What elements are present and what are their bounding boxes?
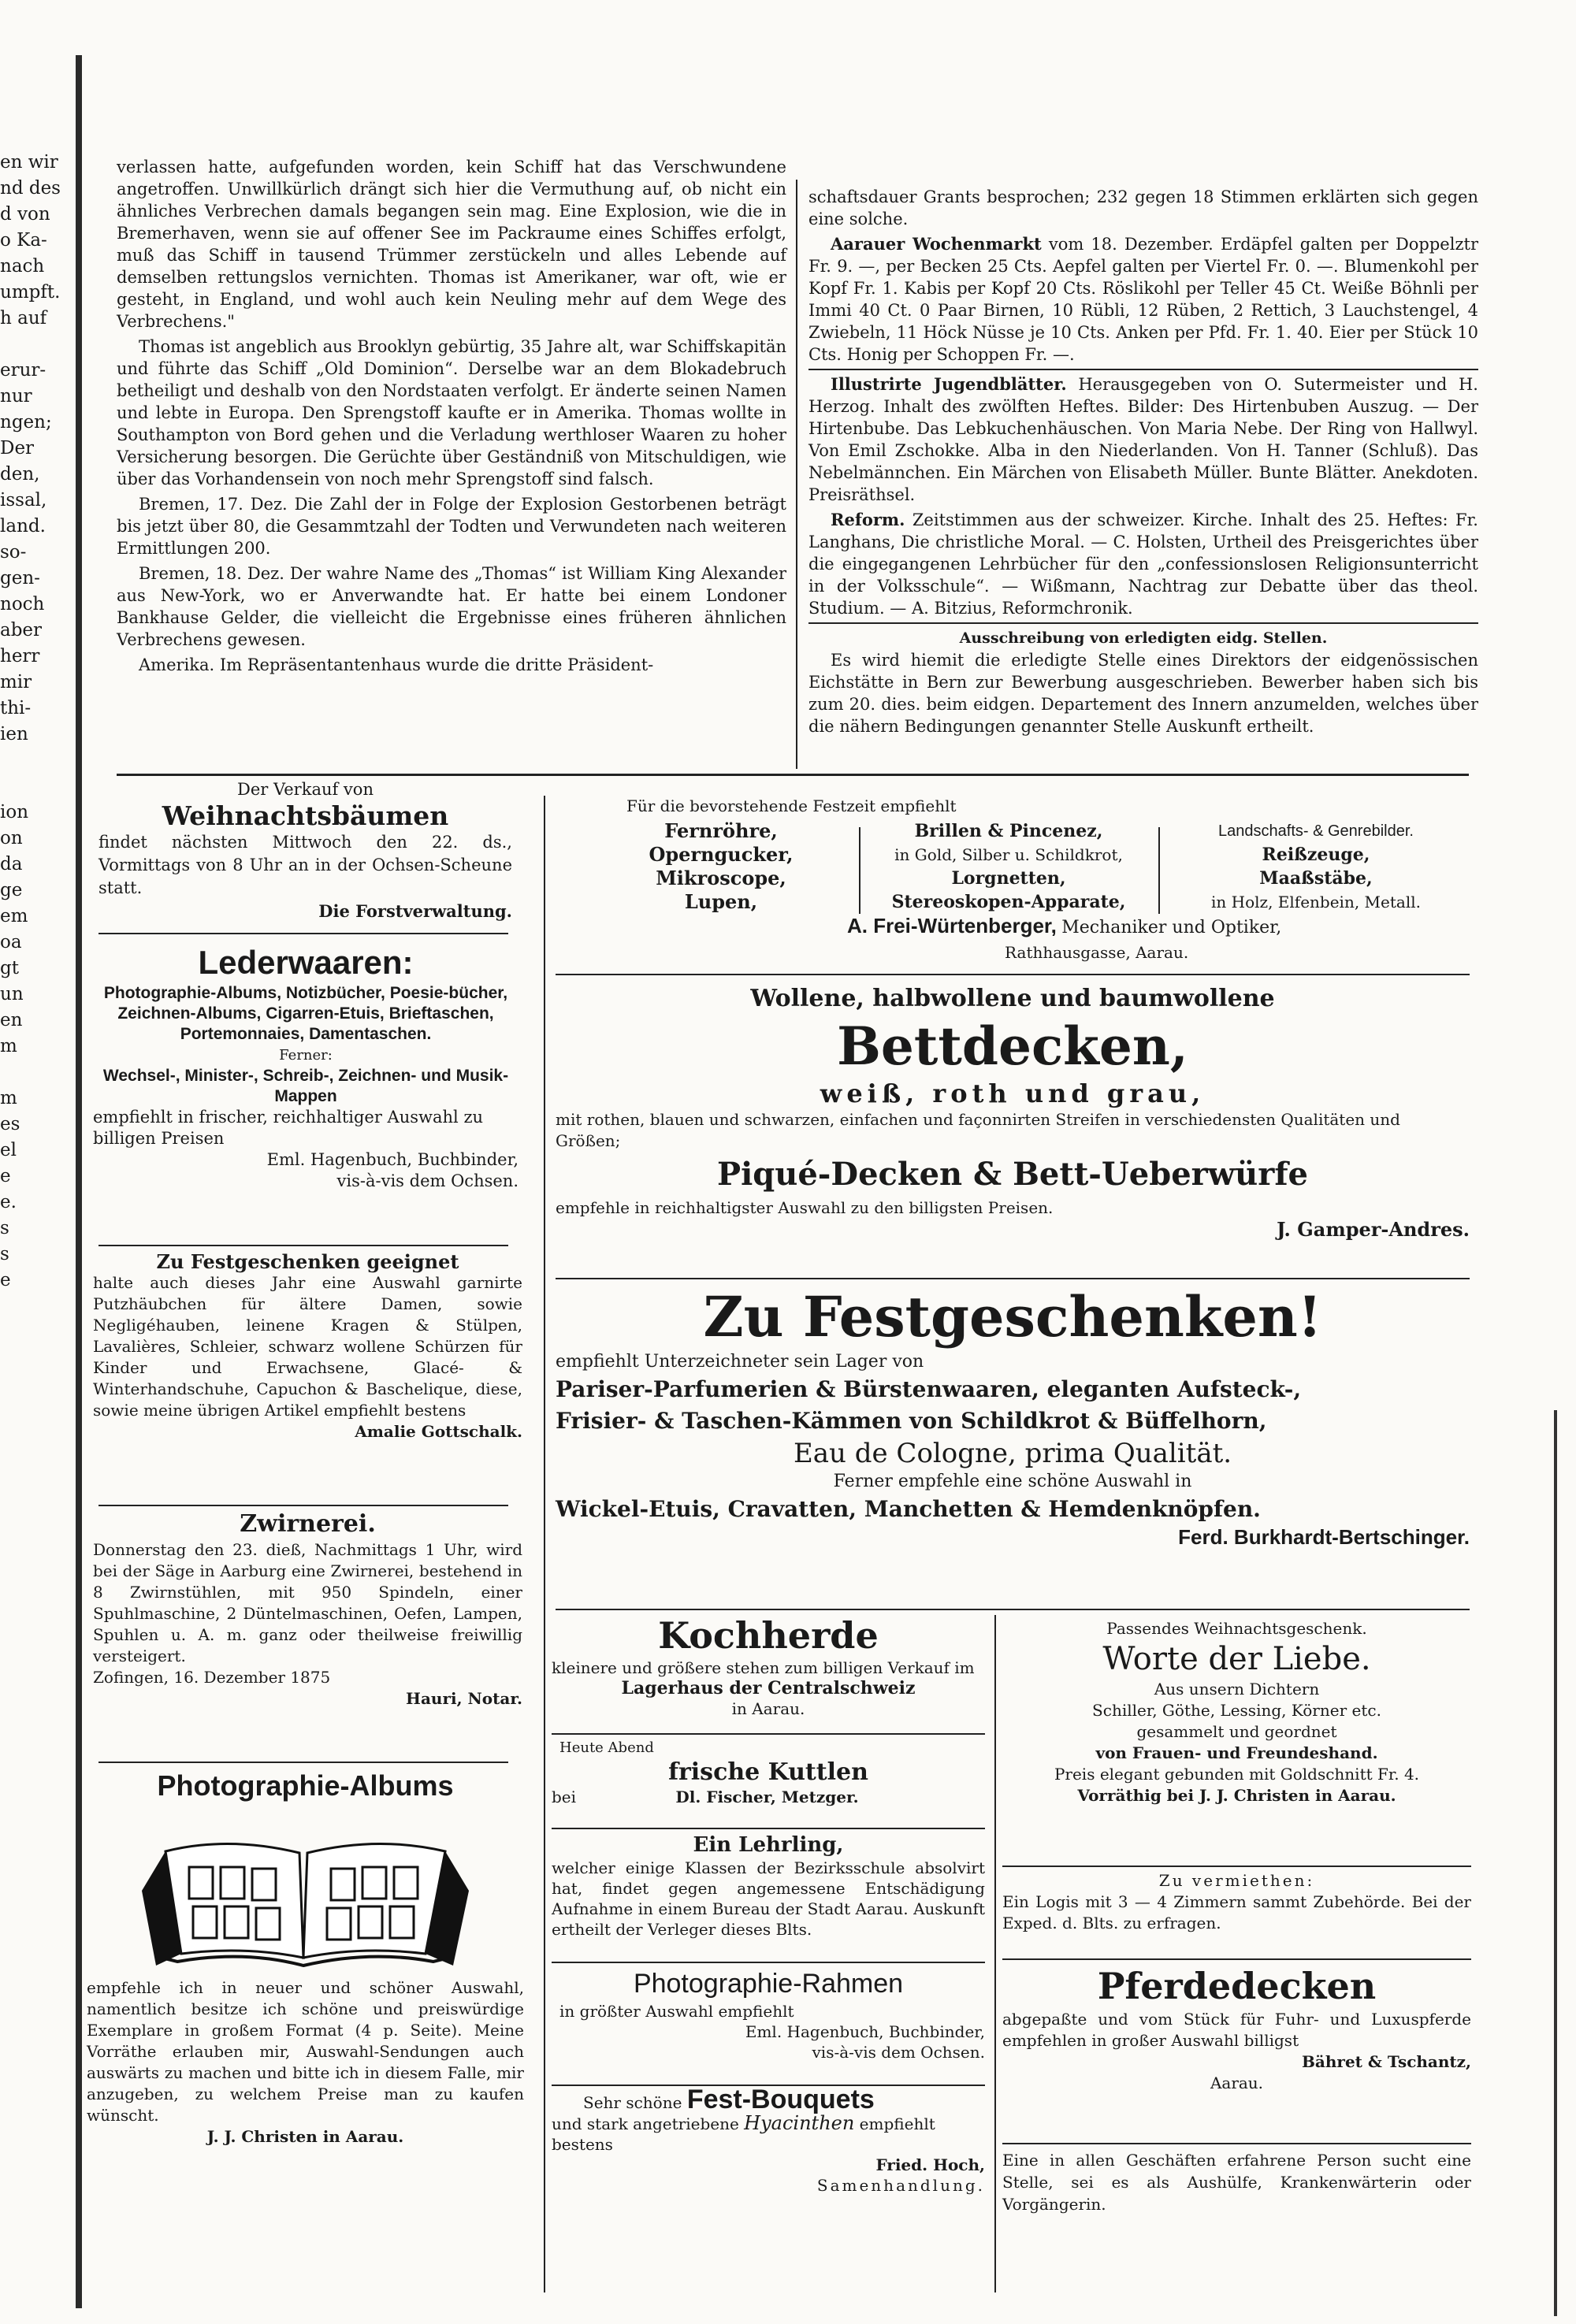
ad-text: Wechsel-, Minister-, Schreib-, Zeichnen- und Musik-Mappen xyxy=(102,1067,509,1105)
ad-signature: Mechaniker und Optiker, xyxy=(1061,918,1282,937)
ad-text: in größter Auswahl empfiehlt xyxy=(559,2002,794,2021)
optik-item: Maaßstäbe, xyxy=(1259,868,1373,889)
ad-divider xyxy=(98,1245,508,1246)
ad-text: Eine in allen Geschäften erfahrene Person sucht eine Stelle, sei es als Aushülfe, Krankenwärterin oder Vorgängerin. xyxy=(1002,2151,1471,2214)
edge-fragment: gen- xyxy=(0,568,40,588)
ad-divider xyxy=(1002,1958,1471,1960)
ad-photo-albums xyxy=(87,1768,524,2148)
optik-item: Reißzeuge, xyxy=(1262,845,1370,865)
edge-fragment: s xyxy=(0,1244,9,1264)
ad-divider xyxy=(556,974,1470,975)
ad-text: empfiehlt in frischer, reichhaltiger Auswahl zu billigen Preisen xyxy=(93,1108,484,1148)
edge-fragment: nd des xyxy=(0,178,61,199)
ad-text: kleinere und größere stehen zum billigen Verkauf im xyxy=(552,1658,975,1677)
edge-fragment: den, xyxy=(0,464,40,484)
ad-text: Ferner empfehle eine schöne Auswahl in xyxy=(833,1472,1192,1491)
ad-weihnachtsbaeume xyxy=(98,778,512,923)
ad-signature: Eml. Hagenbuch, Buchbinder, xyxy=(745,2022,985,2041)
edge-fragment: thi- xyxy=(0,698,32,718)
optik-item: Lupen, xyxy=(684,890,758,913)
news-paragraph: verlassen hatte, aufgefunden worden, kein Schiff hat das Verschwundene angetroffen. Unwillkürlich drängt sich hier die Vermuthung auf, ob nicht ein ähnliches Verbrechen damals begangen sein mag. Eine Explosion, wie die in Bremerhaven, wenn sie auf offener See im Packraume eines Schiffes erfolgt, muß das Schiff in tausend Trümmer zerstückeln und alles Lebende auf demselben rettungslos vernichten. Thomas ist Amerikaner, war oft, wie er gesteht, in England, und wohl auch kein Neuling mehr auf dem Wege des Verbrechens." xyxy=(117,158,786,331)
edge-fragment: s xyxy=(0,1218,9,1238)
optik-sig xyxy=(847,915,1478,938)
ad-text: empfehle in reichhaltigster Auswahl zu den billigsten Preisen. xyxy=(556,1198,1054,1217)
ad-title: Kochherde xyxy=(658,1614,879,1657)
ad-text: von Frauen- und Freundeshand. xyxy=(1095,1743,1378,1762)
ad-burkhardt xyxy=(556,1284,1470,1549)
optik-items-2 xyxy=(867,819,1150,914)
ad-text: Lagerhaus der Centralschweiz xyxy=(621,1678,916,1698)
ad-date: Zofingen, 16. Dezember 1875 xyxy=(93,1668,331,1687)
ad-signature: vis-à-vis dem Ochsen. xyxy=(336,1171,519,1190)
ad-address: Rathhausgasse, Aarau. xyxy=(1005,943,1189,962)
ad-text: Der Verkauf von xyxy=(237,780,374,799)
news-paragraph: Thomas ist angeblich aus Brooklyn gebürtig, 35 Jahre alt, war Schiffskapitän und führte das Schiff „Old Dominion“. Derselbe war an dem Blokadebruch betheiligt und deshalb von den Nordstaaten verfolgt. Er änderte seinen Namen und lebte in Europa. Den Sprengstoff kaufte er in Amerika. Thomas wollte in Southampton von Bord gehen und die Verladung werthloser Waaren zu hoher Versicherung besorgen. Die Gerüchte über Geständniß von Mitschuldigen, wie über das Vorhandensein von noch mehr Sprengstoff sind falsch. xyxy=(117,337,786,488)
edge-fragment: da xyxy=(0,854,23,874)
edge-fragment: aber xyxy=(0,620,43,640)
edge-fragment: ngen; xyxy=(0,412,52,433)
optik-divider xyxy=(859,827,860,914)
ad-text: mit rothen, blauen und schwarzen, einfachen und façonnirten Streifen in verschiedensten Qualitäten und Größen; xyxy=(556,1110,1400,1150)
ad-text: empfehle ich in neuer und schöner Auswahl, namentlich besitze ich schöne und preiswürdige Exemplare in großem Format (4 p. Seite). Meine Vorräthe erlauben mir, Auswahl-Sendungen auch auswärts zu machen und bitte ich in diesem Falle, mir anzugeben, zu welchem Preise man zu kaufen wünscht. xyxy=(87,1978,524,2125)
edge-fragment: Der xyxy=(0,438,35,458)
edge-fragment: e xyxy=(0,1166,11,1186)
ad-text: halte auch dieses Jahr eine Auswahl garnirte Putzhäubchen für ältere Damen, sowie Negligéhauben, leinene Kragen & Stülpen, Lavalières, Schleier, schwarz wollene Schürzen für Kinder und Erwachsene, Glacé- & Winterhandschuhe, Capuchon & Baschelique, diese, sowie meine übrigen Artikel empfiehlt bestens xyxy=(93,1273,522,1420)
reform-title: Reform. xyxy=(831,510,905,529)
edge-fragment xyxy=(0,774,61,800)
ad-signature: Ferd. Burkhardt-Bertschinger. xyxy=(1178,1525,1470,1549)
ad-text: abgepaßte und vom Stück für Fuhr- und Luxuspferde empfehlen in großer Auswahl billigst xyxy=(1002,2010,1471,2050)
album-illustration xyxy=(87,1804,524,1977)
ad-text: empfiehlt bestens xyxy=(552,2114,935,2154)
ad-divider xyxy=(552,1733,985,1735)
ad-title: Zu Festgeschenken geeignet xyxy=(156,1250,459,1273)
edge-fragment: umpft. xyxy=(0,282,61,303)
ad-divider xyxy=(98,1762,508,1763)
ad-signature: Hauri, Notar. xyxy=(406,1689,522,1708)
ad-divider xyxy=(556,1609,1470,1610)
ad-title: Pferdedecken xyxy=(1097,1965,1377,2007)
edge-fragment: m xyxy=(0,1088,17,1108)
edge-fragment: gt xyxy=(0,958,19,978)
ad-zwirnerei xyxy=(93,1509,522,1710)
ad-signature: Dl. Fischer, Metzger. xyxy=(675,1788,859,1806)
edge-fragment: nach xyxy=(0,256,45,277)
ad-text: Wollene, halbwollene und baumwollene xyxy=(750,985,1275,1012)
ad-photo-rahmen xyxy=(552,1966,985,2062)
ad-signature: Fried. Hoch, xyxy=(875,2155,985,2174)
photo-album-icon xyxy=(87,1804,524,1977)
optik-item: Operngucker, xyxy=(649,843,794,866)
news-paragraph: Amerika. Im Repräsentantenhaus wurde die dritte Präsident- xyxy=(139,655,654,674)
right-border xyxy=(1554,1410,1557,2316)
ad-title: Weihnachtsbäumen xyxy=(162,800,449,831)
ads-inner-divider xyxy=(994,1615,996,2292)
left-news-column xyxy=(117,156,786,679)
ad-text: Hyacinthen xyxy=(744,2112,855,2134)
section-divider xyxy=(117,774,1469,776)
ad-divider xyxy=(1002,1866,1471,1867)
ad-worte-der-liebe xyxy=(1002,1618,1471,1806)
ad-logis xyxy=(1002,1870,1471,1934)
ad-signature: A. Frei-Würtenberger, xyxy=(847,914,1057,937)
ad-divider xyxy=(552,1828,985,1829)
ad-signature: J. J. Christen in Aarau. xyxy=(206,2127,404,2146)
edge-fragment: un xyxy=(0,984,24,1004)
ad-title: Fest-Bouquets xyxy=(686,2085,875,2114)
jugend-title: Illustrirte Jugendblätter. xyxy=(831,374,1067,394)
ad-title: Piqué-Decken & Bett-Ueberwürfe xyxy=(717,1156,1308,1193)
optik-divider xyxy=(1158,827,1160,914)
edge-fragment: so- xyxy=(0,542,27,562)
edge-fragment: o Ka- xyxy=(0,230,47,251)
ad-title: Zu Festgeschenken! xyxy=(703,1284,1322,1349)
edge-fragment: e. xyxy=(0,1192,17,1212)
adjacent-page-edge xyxy=(0,150,61,1294)
ad-optiker xyxy=(556,796,1470,962)
ad-text: findet nächsten Mittwoch den 22. ds., Vormittags von 8 Uhr an in der Ochsen-Scheune statt. xyxy=(98,833,512,897)
gutter-shadow xyxy=(76,55,82,2308)
optik-item: Brillen & Pincenez, xyxy=(914,821,1103,841)
edge-fragment: d von xyxy=(0,204,50,225)
edge-fragment: erur- xyxy=(0,360,46,381)
ad-title: Ein Lehrling, xyxy=(693,1833,844,1857)
ad-text: weiß, roth und grau, xyxy=(820,1078,1206,1108)
ad-signature: Aarau. xyxy=(1210,2073,1264,2092)
ad-title: Photographie-Albums xyxy=(157,1769,454,1802)
notice-text: Es wird hiemit die erledigte Stelle eines Direktors der eidgenössischen Eichstätte in Bern zur Bewerbung ausgeschrieben. Bewerber haben sich bis zum 20. dies. beim eidgen. Departement des Innern anzumelden, welches über die nähern Bedingungen genannter Stelle Auskunft ertheilt. xyxy=(808,651,1478,736)
ad-signature: J. Gamper-Andres. xyxy=(1277,1218,1470,1241)
ad-signature: vis-à-vis dem Ochsen. xyxy=(812,2043,985,2062)
ad-divider xyxy=(556,1278,1470,1279)
edge-fragment: on xyxy=(0,828,23,848)
ad-text: Wickel-Etuis, Cravatten, Manchetten & Hemdenknöpfen. xyxy=(556,1496,1261,1522)
ad-title: Zu vermiethen: xyxy=(1158,1871,1315,1890)
edge-fragment: oa xyxy=(0,932,22,952)
ad-title: Worte der Liebe. xyxy=(1102,1641,1371,1677)
optik-item: Lorgnetten, xyxy=(951,868,1066,889)
ad-text: Aus unsern Dichtern xyxy=(1154,1680,1320,1698)
optik-item: Mikroscope, xyxy=(656,867,786,889)
edge-fragment xyxy=(0,748,61,774)
ad-text: in Aarau. xyxy=(731,1699,805,1718)
edge-fragment: ion xyxy=(0,802,29,822)
ad-text: Sehr schöne xyxy=(583,2093,682,2112)
ad-signature: Eml. Hagenbuch, Buchbinder, xyxy=(266,1150,519,1169)
ad-text: Photographie-Albums, Notizbücher, Poesie-bücher, Zeichnen-Albums, Cigarren-Etuis, Brieftaschen, Portemonnaies, Damentaschen. xyxy=(103,984,508,1043)
ad-text: Heute Abend xyxy=(559,1739,654,1756)
ad-signature: Amalie Gottschalk. xyxy=(355,1422,522,1441)
right-news-column xyxy=(808,186,1478,741)
jugend-text: Herausgegeben von O. Sutermeister und H. Herzog. Inhalt des zwölften Heftes. Bilder: Des Hirtenbuben Auszug. — Der Hirtenbube. Das Lebkuchenhäuschen. Von Maria Nebe. Der Ring von Hallwyl. Von Emil Zschokke. Alba in den Niederlanden. Von H. Tanner (Schluß). Das Nebelmännchen. Ein Märchen von Elisabeth Müller. Bunte Blätter. Anekdoten. Preisräthsel. xyxy=(808,375,1478,504)
edge-fragment: land. xyxy=(0,516,46,536)
ad-text: bei xyxy=(552,1788,577,1806)
ad-text: Für die bevorstehende Festzeit empfiehlt xyxy=(626,796,957,815)
ad-divider xyxy=(1002,2143,1471,2144)
edge-fragment: em xyxy=(0,906,28,926)
edge-fragment: h auf xyxy=(0,308,47,329)
column-divider xyxy=(796,180,797,769)
edge-fragment: ge xyxy=(0,880,23,900)
edge-fragment xyxy=(0,1060,61,1086)
ad-text: Ein Logis mit 3 — 4 Zimmern sammt Zubehörde. Bei der Exped. d. Blts. zu erfragen. xyxy=(1002,1892,1471,1932)
edge-fragment xyxy=(0,332,61,358)
ad-kuttlen xyxy=(552,1738,985,1807)
ad-text: Donnerstag den 23. dieß, Nachmittags 1 Uhr, wird bei der Säge in Aarburg eine Zwirnerei, bestehend in 8 Zwirnstühlen, mit 950 Spindeln, einer Spuhlmaschine, 2 Düntelmaschinen, Oefen, Lampen, Spuhlen u. A. m. ganz oder theilweise freiwillig versteigert. xyxy=(93,1540,522,1665)
ad-text: Schiller, Göthe, Lessing, Körner etc. xyxy=(1092,1701,1381,1720)
ad-divider xyxy=(552,1962,985,1963)
ad-signature: Die Forstverwaltung. xyxy=(318,901,512,921)
ad-text: gesammelt und geordnet xyxy=(1136,1722,1337,1741)
edge-fragment: ien xyxy=(0,724,28,744)
market-title: Aarauer Wochenmarkt xyxy=(831,234,1042,254)
ad-divider xyxy=(98,933,508,934)
ad-pferdedecken xyxy=(1002,1963,1471,2094)
ad-title: frische Kuttlen xyxy=(668,1758,868,1786)
ad-text: Ferner: xyxy=(279,1047,333,1064)
ad-festgeschenke-gottschalk xyxy=(93,1251,522,1442)
edge-fragment: herr xyxy=(0,646,40,666)
ad-text: und stark angetriebene xyxy=(552,2114,739,2133)
ad-text: Eau de Cologne, prima Qualität. xyxy=(793,1438,1232,1469)
optik-item: in Holz, Elfenbein, Metall. xyxy=(1211,893,1421,911)
edge-fragment: en xyxy=(0,1010,23,1030)
edge-fragment: issal, xyxy=(0,490,47,510)
edge-fragment: el xyxy=(0,1140,17,1160)
ad-lehrling xyxy=(552,1832,985,1940)
optik-items-3 xyxy=(1166,819,1466,914)
reform-text: Zeitstimmen aus der schweizer. Kirche. Inhalt des 25. Heftes: Fr. Langhans, Die christliche Moral. — C. Holsten, Urtheil des Preisgerichtes über die eingegangenen Lehrbücher für den „confessionslosen Religionsunterricht in der Volksschule“. — Wißmann, Nachtrag zur Debatte über das theol. Studium. — A. Bitzius, Reformchronik. xyxy=(808,510,1478,618)
ad-bettdecken xyxy=(556,983,1470,1240)
optik-item: in Gold, Silber u. Schildkrot, xyxy=(894,845,1123,864)
news-paragraph: Bremen, 17. Dez. Die Zahl der in Folge der Explosion Gestorbenen beträgt bis jetzt über 80, die Gesammtzahl der Todten und Verwundeten nach weiteren Ermittlungen 200. xyxy=(117,495,786,558)
news-paragraph: schaftsdauer Grants besprochen; 232 gegen 18 Stimmen erklärten sich gegen eine solche. xyxy=(808,187,1478,228)
ad-text: Passendes Weihnachtsgeschenk. xyxy=(1106,1619,1367,1638)
ad-text: welcher einige Klassen der Bezirksschule absolvirt hat, findet gegen angemessene Entschädigung Aufnahme in einem Bureau der Stadt Aarau. Auskunft ertheilt der Verleger dieses Blts. xyxy=(552,1858,985,1939)
optik-item: Stereoskopen-Apparate, xyxy=(891,892,1126,912)
ad-lederwaaren xyxy=(93,942,519,1192)
ad-fest-bouquets xyxy=(552,2085,985,2196)
ad-signature: Bähret & Tschantz, xyxy=(1302,2052,1471,2071)
edge-fragment: nur xyxy=(0,386,32,407)
edge-fragment: noch xyxy=(0,594,45,614)
ad-text: Pariser-Parfumerien & Bürstenwaaren, eleganten Aufsteck-, xyxy=(556,1376,1302,1402)
ads-divider xyxy=(544,796,545,2292)
edge-fragment: e xyxy=(0,1270,11,1290)
ad-divider xyxy=(98,1505,508,1506)
notice-title: Ausschreibung von erledigten eidg. Stellen. xyxy=(959,629,1328,647)
optik-item: Fernröhre, xyxy=(664,819,778,842)
optik-items-1 xyxy=(603,819,839,914)
ad-text: Preis elegant gebunden mit Goldschnitt Fr. 4. xyxy=(1054,1765,1420,1784)
ad-text: empfiehlt Unterzeichneter sein Lager von xyxy=(556,1352,924,1372)
ad-title: Zwirnerei. xyxy=(240,1510,376,1538)
ad-title: Bettdecken, xyxy=(837,1015,1188,1077)
ad-signature: Samenhandlung. xyxy=(816,2176,985,2195)
ad-kochherde xyxy=(552,1613,985,1719)
edge-fragment: en wir xyxy=(0,152,58,173)
edge-fragment: es xyxy=(0,1114,20,1134)
market-text: vom 18. Dezember. Erdäpfel galten per Doppelztr Fr. 9. —, per Becken 25 Cts. Aepfel galten per Viertel Fr. 0. —. Blumenkohl per Kopf Fr. 1. Kabis per Kopf 20 Cts. Röslikohl per Teller 45 Ct. Weiße Böhnli per Immi 40 Ct. 0 Paar Birnen, 10 Rübli, 12 Rüben, 2 Rettich, 3 Lauchstengel, 4 Zwiebeln, 11 Höck Nüsse je 10 Cts. Anken per Pfd. Fr. 1. 40. Eier per Stück 10 Cts. Honig per Schoppen Fr. —. xyxy=(808,235,1478,364)
edge-fragment: m xyxy=(0,1036,17,1056)
ad-text: Frisier- & Taschen-Kämmen von Schildkrot & Büffelhorn, xyxy=(556,1408,1267,1434)
optik-item: Landschafts- & Genrebilder. xyxy=(1218,822,1414,840)
ad-title: Photographie-Rahmen xyxy=(633,1969,904,1999)
news-paragraph: Bremen, 18. Dez. Der wahre Name des „Thomas“ ist William King Alexander aus New-York, wo er Anverwandte hat. Er hatte bei einem Londoner Bankhause Gelder, die vielleicht die Ergebnisse eines früheren ähnlichen Verbrechens gewesen. xyxy=(117,564,786,649)
ad-text: Vorräthig bei J. J. Christen in Aarau. xyxy=(1077,1786,1396,1805)
ad-person xyxy=(1002,2149,1471,2215)
ad-title: Lederwaaren: xyxy=(198,944,414,981)
edge-fragment: mir xyxy=(0,672,32,692)
